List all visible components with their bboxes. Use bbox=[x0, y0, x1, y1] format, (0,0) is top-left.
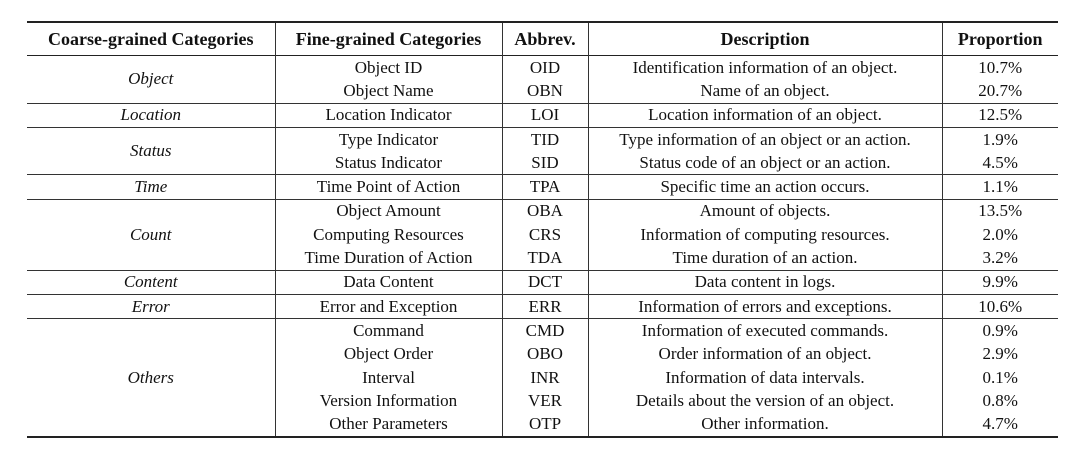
description-cell: Type information of an object or an action. bbox=[588, 127, 942, 151]
description-cell: Other information. bbox=[588, 412, 942, 436]
table-header bbox=[27, 22, 1058, 56]
header-row bbox=[27, 22, 1058, 56]
abbrev-cell: TDA bbox=[502, 246, 588, 270]
header-abbrev: Abbrev. bbox=[502, 22, 588, 56]
header-fine: Fine-grained Categories bbox=[275, 22, 502, 56]
proportion-cell: 9.9% bbox=[942, 270, 1058, 294]
proportion-cell: 10.7% bbox=[942, 56, 1058, 80]
table-row bbox=[27, 103, 1058, 127]
abbrev-cell: SID bbox=[502, 151, 588, 175]
fine-category-cell: Time Point of Action bbox=[275, 175, 502, 199]
fine-category-cell: Object Order bbox=[275, 343, 502, 366]
abbrev-cell: INR bbox=[502, 366, 588, 389]
description-cell: Amount of objects. bbox=[588, 199, 942, 223]
proportion-cell: 0.8% bbox=[942, 389, 1058, 412]
proportion-cell: 2.0% bbox=[942, 223, 1058, 246]
description-cell: Status code of an object or an action. bbox=[588, 151, 942, 175]
fine-category-cell: Interval bbox=[275, 366, 502, 389]
proportion-cell: 4.5% bbox=[942, 151, 1058, 175]
abbrev-cell: LOI bbox=[502, 103, 588, 127]
header-proportion: Proportion bbox=[942, 22, 1058, 56]
fine-category-cell: Time Duration of Action bbox=[275, 246, 502, 270]
proportion-cell: 13.5% bbox=[942, 199, 1058, 223]
proportion-cell: 0.1% bbox=[942, 366, 1058, 389]
proportion-cell: 12.5% bbox=[942, 103, 1058, 127]
abbrev-cell: OTP bbox=[502, 412, 588, 436]
abbrev-cell: CRS bbox=[502, 223, 588, 246]
coarse-category-cell: Count bbox=[27, 199, 275, 270]
coarse-category-cell: Object bbox=[128, 69, 174, 89]
coarse-category-cell: Error bbox=[27, 294, 275, 318]
table-row bbox=[27, 199, 1058, 223]
abbrev-cell: ERR bbox=[502, 294, 588, 318]
description-cell: Order information of an object. bbox=[588, 343, 942, 366]
proportion-cell: 4.7% bbox=[942, 412, 1058, 436]
fine-category-cell: Object ID bbox=[275, 56, 502, 80]
description-cell: Name of an object. bbox=[588, 79, 942, 103]
log-categories-table bbox=[27, 21, 1058, 438]
table-container bbox=[27, 21, 1058, 438]
description-cell: Location information of an object. bbox=[588, 103, 942, 127]
description-cell: Identification information of an object. bbox=[588, 56, 942, 80]
table-row bbox=[27, 127, 1058, 151]
proportion-cell: 1.9% bbox=[942, 127, 1058, 151]
fine-category-cell: Object Name bbox=[275, 79, 502, 103]
abbrev-cell: OBO bbox=[502, 343, 588, 366]
proportion-cell: 2.9% bbox=[942, 343, 1058, 366]
proportion-cell: 3.2% bbox=[942, 246, 1058, 270]
abbrev-cell: CMD bbox=[502, 319, 588, 343]
abbrev-cell: VER bbox=[502, 389, 588, 412]
fine-category-cell: Version Information bbox=[275, 389, 502, 412]
fine-category-cell: Type Indicator bbox=[275, 127, 502, 151]
table-row bbox=[27, 294, 1058, 318]
abbrev-cell: OID bbox=[502, 56, 588, 80]
abbrev-cell: TPA bbox=[502, 175, 588, 199]
proportion-cell: 10.6% bbox=[942, 294, 1058, 318]
coarse-category-cell: Time bbox=[27, 175, 275, 199]
fine-category-cell: Computing Resources bbox=[275, 223, 502, 246]
fine-category-cell: Location Indicator bbox=[275, 103, 502, 127]
description-cell: Information of data intervals. bbox=[588, 366, 942, 389]
fine-category-cell: Status Indicator bbox=[275, 151, 502, 175]
description-cell: Information of computing resources. bbox=[588, 223, 942, 246]
abbrev-cell: TID bbox=[502, 127, 588, 151]
table-row bbox=[27, 56, 1058, 80]
fine-category-cell: Object Amount bbox=[275, 199, 502, 223]
abbrev-cell: OBN bbox=[502, 79, 588, 103]
header-description: Description bbox=[588, 22, 942, 56]
proportion-cell: 1.1% bbox=[942, 175, 1058, 199]
table-body bbox=[27, 56, 1058, 437]
description-cell: Specific time an action occurs. bbox=[588, 175, 942, 199]
fine-category-cell: Other Parameters bbox=[275, 412, 502, 436]
description-cell: Information of errors and exceptions. bbox=[588, 294, 942, 318]
table-row bbox=[27, 175, 1058, 199]
table-row bbox=[27, 319, 1058, 343]
table-row bbox=[27, 270, 1058, 294]
fine-category-cell: Command bbox=[275, 319, 502, 343]
fine-category-cell: Error and Exception bbox=[275, 294, 502, 318]
fine-category-cell: Data Content bbox=[275, 270, 502, 294]
coarse-category-cell: Location bbox=[27, 103, 275, 127]
coarse-category-cell: Others bbox=[27, 319, 275, 437]
description-cell: Data content in logs. bbox=[588, 270, 942, 294]
abbrev-cell: OBA bbox=[502, 199, 588, 223]
description-cell: Time duration of an action. bbox=[588, 246, 942, 270]
header-coarse: Coarse-grained Categories bbox=[48, 28, 254, 49]
coarse-category-cell: Status bbox=[27, 127, 275, 175]
proportion-cell: 0.9% bbox=[942, 319, 1058, 343]
description-cell: Details about the version of an object. bbox=[588, 389, 942, 412]
description-cell: Information of executed commands. bbox=[588, 319, 942, 343]
abbrev-cell: DCT bbox=[502, 270, 588, 294]
proportion-cell: 20.7% bbox=[942, 79, 1058, 103]
coarse-category-cell: Content bbox=[27, 270, 275, 294]
